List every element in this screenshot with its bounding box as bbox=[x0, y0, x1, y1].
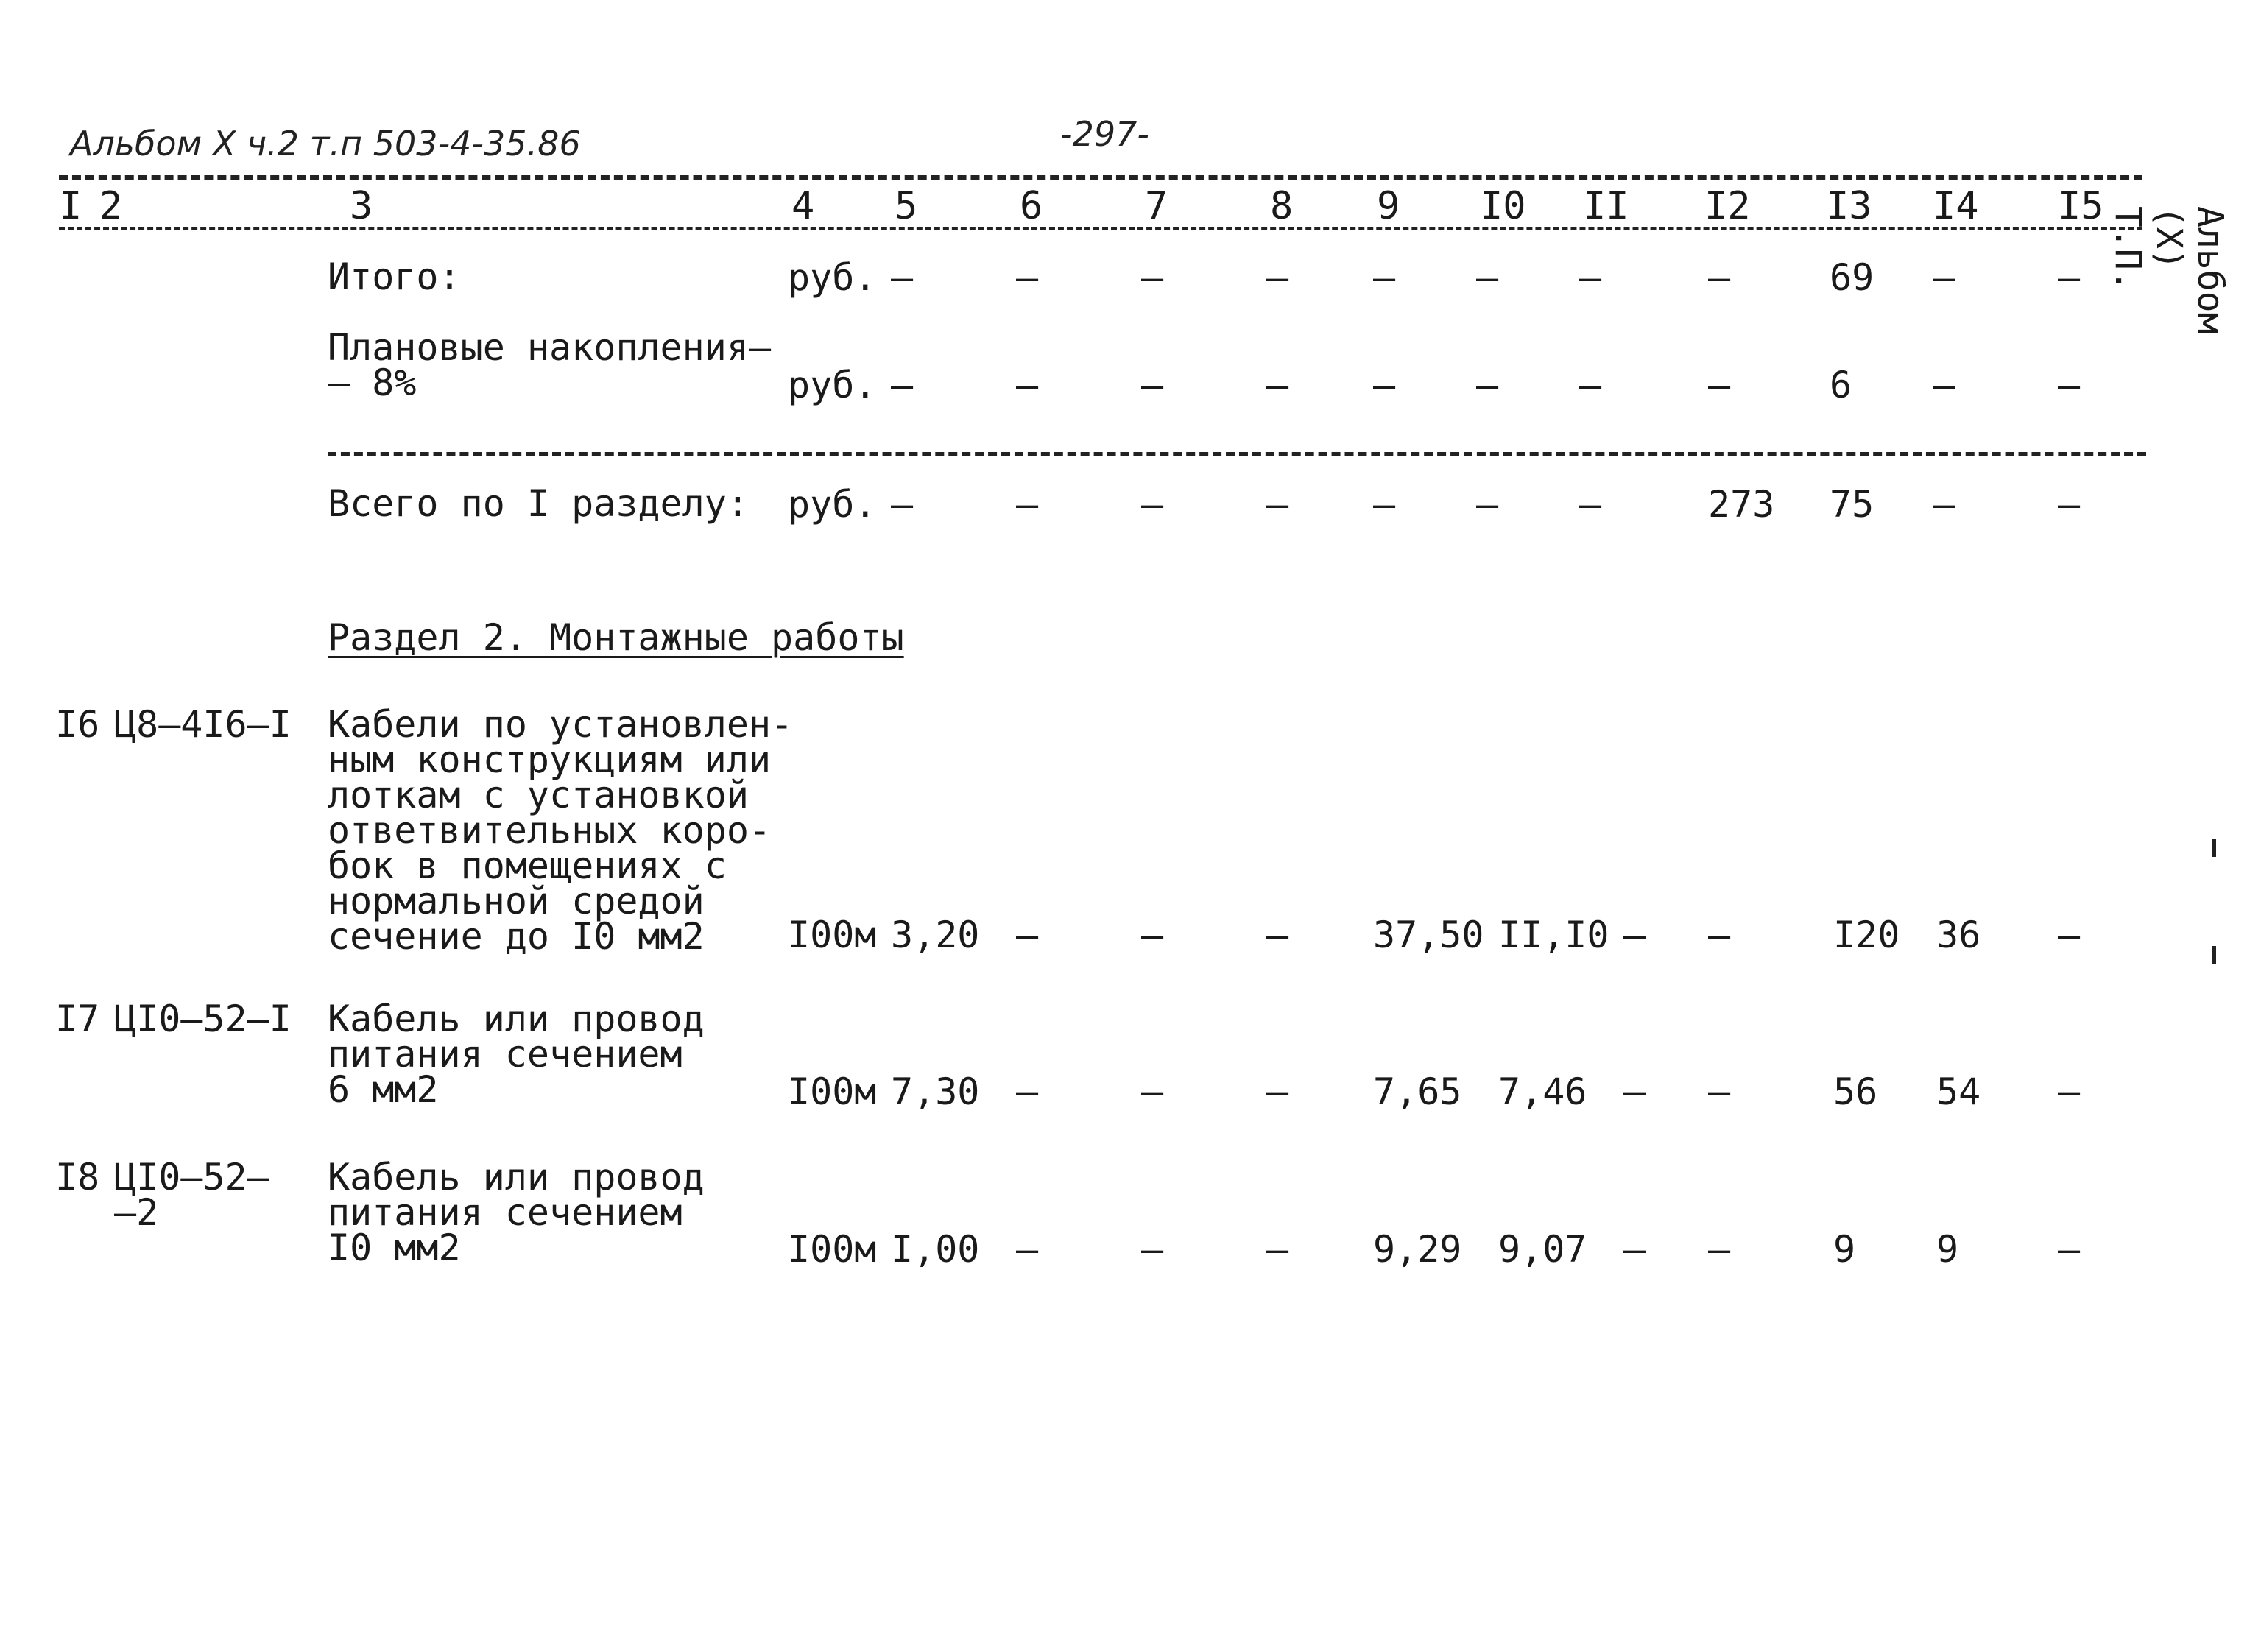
cell-col14: 9 bbox=[1936, 1228, 1959, 1271]
cell-col14: – bbox=[1933, 256, 1955, 299]
section-title: Раздел 2. Монтажные работы bbox=[328, 616, 904, 659]
col-header-12: I2 bbox=[1704, 184, 1751, 228]
item-number: I6 bbox=[55, 703, 100, 746]
summary-label: Итого: bbox=[328, 255, 461, 298]
cell-col15: – bbox=[2058, 483, 2081, 526]
cell-col9: – bbox=[1373, 364, 1396, 406]
col-header-1: I bbox=[59, 184, 82, 228]
cell-col12: – bbox=[1708, 1070, 1731, 1113]
cell-col15: – bbox=[2058, 256, 2081, 299]
cell-col14: 54 bbox=[1936, 1070, 1981, 1113]
col-header-11: II bbox=[1583, 184, 1629, 228]
cell-col12: – bbox=[1708, 914, 1731, 956]
cell-col11: – bbox=[1579, 256, 1602, 299]
cell-col15: – bbox=[2058, 1070, 2081, 1113]
cell-col10: 9,07 bbox=[1498, 1228, 1587, 1271]
margin-tick-mark bbox=[2212, 946, 2216, 964]
cell-col5: 3,20 bbox=[891, 914, 980, 956]
cell-col15: – bbox=[2058, 914, 2081, 956]
side-label: Альбом (X) Т.П. bbox=[2107, 206, 2231, 334]
cell-col15: – bbox=[2058, 1228, 2081, 1271]
cell-col7: – bbox=[1141, 364, 1164, 406]
col-header-8: 8 bbox=[1270, 184, 1294, 228]
cell-col11: – bbox=[1579, 364, 1602, 406]
cell-col14: – bbox=[1933, 364, 1955, 406]
cell-col8: – bbox=[1266, 1070, 1289, 1113]
summary-label: Плановые накопления– – 8% bbox=[328, 326, 772, 404]
unit-cell: I00м bbox=[788, 914, 877, 956]
cell-col9: 7,65 bbox=[1373, 1070, 1462, 1113]
cell-col13: 9 bbox=[1833, 1228, 1856, 1271]
cell-col14: 36 bbox=[1936, 914, 1981, 956]
col-header-2: 2 bbox=[99, 184, 123, 228]
cell-col8: – bbox=[1266, 914, 1289, 956]
cell-col10: II,I0 bbox=[1498, 914, 1609, 956]
cell-col11: – bbox=[1579, 483, 1602, 526]
col-header-7: 7 bbox=[1145, 184, 1168, 228]
cell-col6: – bbox=[1016, 483, 1039, 526]
cell-col10: – bbox=[1476, 364, 1499, 406]
cell-col11: – bbox=[1623, 914, 1646, 956]
cell-col7: – bbox=[1141, 914, 1164, 956]
cell-col13: 75 bbox=[1830, 483, 1874, 526]
item-code: Ц8–4I6–I bbox=[114, 703, 292, 746]
col-header-14: I4 bbox=[1933, 184, 1979, 228]
cell-col14: – bbox=[1933, 483, 1955, 526]
cell-col13: 6 bbox=[1830, 364, 1852, 406]
unit-cell: руб. bbox=[788, 364, 877, 406]
cell-col13: 69 bbox=[1830, 256, 1874, 299]
cell-col5: – bbox=[891, 483, 914, 526]
cell-col7: – bbox=[1141, 1228, 1164, 1271]
unit-cell: I00м bbox=[788, 1228, 877, 1271]
item-description: Кабель или провод питания сечением I0 мм2 bbox=[328, 1156, 705, 1269]
margin-tick-mark bbox=[2212, 839, 2216, 857]
cell-col6: – bbox=[1016, 364, 1039, 406]
cell-col8: – bbox=[1266, 364, 1289, 406]
cell-col6: – bbox=[1016, 914, 1039, 956]
cell-col10: – bbox=[1476, 256, 1499, 299]
unit-cell: I00м bbox=[788, 1070, 877, 1113]
col-header-3: 3 bbox=[350, 184, 373, 228]
cell-col9: – bbox=[1373, 256, 1396, 299]
cell-col5: 7,30 bbox=[891, 1070, 980, 1113]
cell-col11: – bbox=[1623, 1070, 1646, 1113]
cell-col15: – bbox=[2058, 364, 2081, 406]
unit-cell: руб. bbox=[788, 256, 877, 299]
cell-col10: – bbox=[1476, 483, 1499, 526]
item-description: Кабели по установлен- ным конструкциям или лоткам с установкой ответвительных коро- бок в помещениях с нормальной средой сечение до I0 мм2 bbox=[328, 703, 794, 958]
cell-col10: 7,46 bbox=[1498, 1070, 1587, 1113]
summary-label: Всего по I разделу: bbox=[328, 482, 749, 525]
cell-col6: – bbox=[1016, 1228, 1039, 1271]
unit-cell: руб. bbox=[788, 483, 877, 526]
cell-col12: – bbox=[1708, 364, 1731, 406]
cell-col7: – bbox=[1141, 483, 1164, 526]
cell-col9: 9,29 bbox=[1373, 1228, 1462, 1271]
cell-col5: – bbox=[891, 256, 914, 299]
item-description: Кабель или провод питания сечением 6 мм2 bbox=[328, 998, 705, 1111]
cell-col5: – bbox=[891, 364, 914, 406]
cell-col6: – bbox=[1016, 256, 1039, 299]
cell-col12: 273 bbox=[1708, 483, 1775, 526]
cell-col8: – bbox=[1266, 1228, 1289, 1271]
cell-col8: – bbox=[1266, 483, 1289, 526]
cell-col6: – bbox=[1016, 1070, 1039, 1113]
section-separator bbox=[328, 452, 2146, 456]
page-number: -297- bbox=[1060, 114, 1149, 154]
item-number: I7 bbox=[55, 998, 100, 1040]
cell-col13: 56 bbox=[1833, 1070, 1878, 1113]
col-header-15: I5 bbox=[2058, 184, 2104, 228]
header-top-rule bbox=[59, 175, 2142, 180]
cell-col12: – bbox=[1708, 1228, 1731, 1271]
item-code: ЦI0–52–I bbox=[114, 998, 292, 1040]
col-header-6: 6 bbox=[1020, 184, 1043, 228]
item-code: ЦI0–52– –2 bbox=[114, 1156, 269, 1234]
col-header-4: 4 bbox=[791, 184, 815, 228]
col-header-9: 9 bbox=[1377, 184, 1400, 228]
cell-col9: – bbox=[1373, 483, 1396, 526]
cell-col5: I,00 bbox=[891, 1228, 980, 1271]
cell-col9: 37,50 bbox=[1373, 914, 1484, 956]
cell-col12: – bbox=[1708, 256, 1731, 299]
cell-col11: – bbox=[1623, 1228, 1646, 1271]
item-number: I8 bbox=[55, 1156, 100, 1199]
col-header-13: I3 bbox=[1826, 184, 1872, 228]
col-header-10: I0 bbox=[1480, 184, 1526, 228]
cell-col8: – bbox=[1266, 256, 1289, 299]
col-header-5: 5 bbox=[895, 184, 918, 228]
cell-col7: – bbox=[1141, 256, 1164, 299]
album-reference: Альбом X ч.2 т.п 503-4-35.86 bbox=[70, 124, 581, 163]
cell-col7: – bbox=[1141, 1070, 1164, 1113]
cell-col13: I20 bbox=[1833, 914, 1900, 956]
